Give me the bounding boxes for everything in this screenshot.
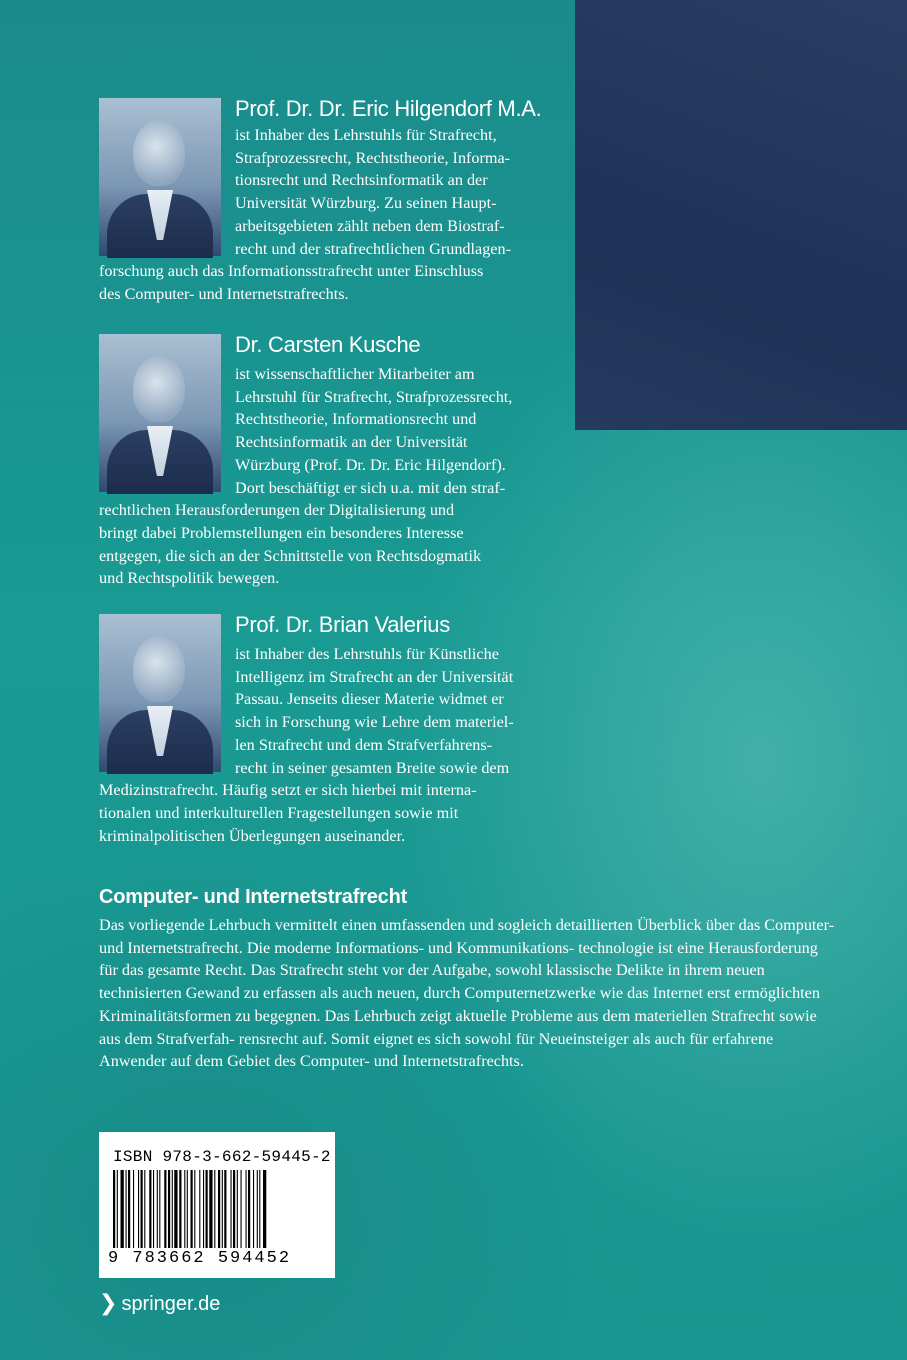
barcode-bar xyxy=(222,1170,223,1248)
barcode-bar xyxy=(172,1170,173,1248)
barcode-bar xyxy=(233,1170,235,1248)
barcode-bar xyxy=(191,1170,193,1248)
barcode-bar xyxy=(113,1170,115,1248)
barcode-bar xyxy=(184,1170,185,1248)
isbn-text: ISBN 978-3-662-59445-2 xyxy=(113,1148,331,1166)
barcode-bar xyxy=(209,1170,212,1248)
author-bio-valerius xyxy=(99,614,561,854)
barcode-bar xyxy=(144,1170,145,1248)
barcode-bar xyxy=(253,1170,254,1248)
barcode-bar xyxy=(157,1170,158,1248)
author-name: Dr. Carsten Kusche xyxy=(235,332,421,357)
barcode-bar xyxy=(153,1170,154,1248)
ean-digits: 9 783662 594452 xyxy=(108,1249,292,1268)
barcode-bar xyxy=(138,1170,139,1248)
barcode-bar xyxy=(174,1170,177,1248)
publisher-url: springer.de xyxy=(121,1293,221,1315)
barcode-bar xyxy=(194,1170,195,1248)
barcode-bar xyxy=(241,1170,242,1248)
barcode-bar xyxy=(121,1170,124,1248)
barcode-bar xyxy=(179,1170,181,1248)
barcode-bar xyxy=(259,1170,260,1248)
barcode-bar xyxy=(246,1170,247,1248)
barcode-bar xyxy=(159,1170,160,1248)
decorative-navy-block xyxy=(575,0,907,430)
book-description-section xyxy=(99,882,839,1073)
author-name: Prof. Dr. Brian Valerius xyxy=(235,612,450,637)
barcode-bar xyxy=(218,1170,220,1248)
barcode-bar xyxy=(224,1170,226,1248)
book-description: Das vorliegende Lehrbuch vermittelt einen umfassenden und sogleich detaillierten Überblick über das Computer- und Internetstrafrecht. Die moderne Informations- und Kommunikations- technologie ist eine Herausforderung für das gesamte Recht. Das Strafrecht steht vor der Aufgabe, sowohl klassische Delikte in ihrem neuen technisierten Gewand zu erfassen als auch neuen, durch Computernetzwerke wie das Internet erst ermöglichten Kriminalitätsformen zu begegnen. Das Lehrbuch zeigt aktuelle Probleme aus dem materiellen Strafrecht sowie aus dem Strafverfah- rensrecht auf. Somit eignet es sich sowohl für Neueinsteiger als auch für erfahrene Anwender auf dem Gebiet des Computer- und Internetstrafrechts. xyxy=(99,916,835,1071)
barcode-bar xyxy=(117,1170,118,1248)
publisher-link[interactable] xyxy=(99,1290,220,1316)
book-title: Computer- und Internetstrafrecht xyxy=(99,886,408,908)
author-bio-hilgendorf xyxy=(99,98,561,313)
barcode-bar xyxy=(141,1170,143,1248)
barcode-bar xyxy=(203,1170,204,1248)
barcode-bar xyxy=(214,1170,215,1248)
author-description: ist wissenschaftlicher Mitarbeiter am Lehrstuhl für Strafrecht, Strafprozessrecht, Rechtstheorie, Informationsrecht und Rechtsinformatik an der Universität Würzburg (Prof. Dr. Dr. Eric Hilgendorf). Dort beschäftigt er sich u.a. mit den straf- rechtlichen Herausforderungen der Digitalisierung und bringt dabei Problemstellungen ein besonderes Interesse entgegen, die sich an der Schnittstelle von Rechtsdogmatik und Rechtspolitik bewegen. xyxy=(99,365,513,588)
author-bio-kusche xyxy=(99,334,561,594)
author-description: ist Inhaber des Lehrstuhls für Strafrecht, Strafprozessrecht, Rechtstheorie, Informa- tionsrecht und Rechtsinformatik an der Universität Würzburg. Zu seinen Haupt- arbeitsgebieten zählt neben dem Biostraf- recht und der strafrechtlichen Grundlagen- forschung auch das Informationsstrafrecht unter Einschluss des Computer- und Internetstrafrechts. xyxy=(99,126,511,303)
barcode-bar xyxy=(168,1170,170,1248)
barcode-bar xyxy=(237,1170,238,1248)
barcode-bar xyxy=(126,1170,127,1248)
barcode-bar xyxy=(206,1170,208,1248)
author-description: ist Inhaber des Lehrstuhls für Künstliche Intelligenz im Strafrecht an der Universität Passau. Jenseits dieser Materie widmet er sich in Forschung wie Lehre dem materiel- len Strafrecht und dem Strafverfahrens- recht in seiner gesamten Breite sowie dem Medizinstrafrecht. Häufig setzt er sich hierbei mit interna- tionalen und interkulturellen Fragestellungen sowie mit kriminalpolitischen Überlegungen auseinander. xyxy=(99,645,514,845)
barcode-bar xyxy=(133,1170,134,1248)
barcode-bar xyxy=(248,1170,250,1248)
barcode-bar xyxy=(128,1170,130,1248)
chevron-right-icon: ❯ xyxy=(99,1290,118,1315)
barcode-bar xyxy=(263,1170,266,1248)
barcode-bar xyxy=(199,1170,200,1248)
isbn-barcode xyxy=(99,1132,335,1278)
author-name: Prof. Dr. Dr. Eric Hilgendorf M.A. xyxy=(235,96,542,121)
barcode-bar xyxy=(231,1170,232,1248)
barcode-bar xyxy=(257,1170,258,1248)
barcode-bar xyxy=(164,1170,166,1248)
barcode-bar xyxy=(187,1170,188,1248)
barcode-bar xyxy=(149,1170,151,1248)
